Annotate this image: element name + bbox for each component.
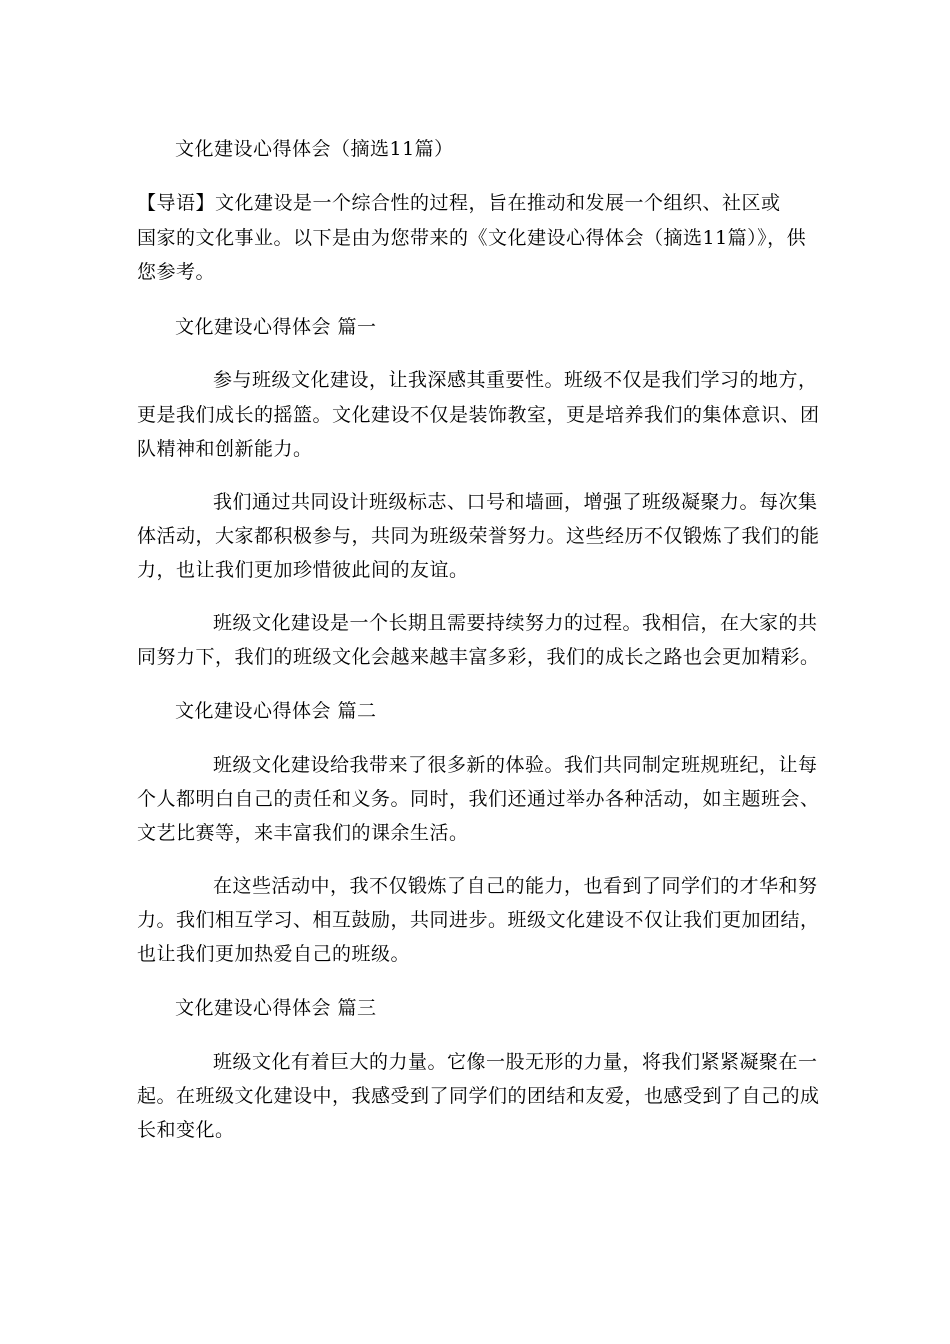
paragraph-line: 体活动，大家都积极参与，共同为班级荣誉努力。这些经历不仅锻炼了我们的能 [137,525,820,547]
paragraph-line: 班级文化建设给我带来了很多新的体验。我们共同制定班规班纪，让每 [213,754,818,776]
intro-line: 国家的文化事业。以下是由为您带来的《文化建设心得体会（摘选11篇）》，供 [137,227,807,249]
paragraph-line: 班级文化建设是一个长期且需要持续努力的过程。我相信，在大家的共 [213,612,818,634]
paragraph-line: 长和变化。 [137,1119,235,1141]
intro-line: 【导语】文化建设是一个综合性的过程，旨在推动和发展一个组织、社区或 [137,192,781,214]
paragraph-line: 力，也让我们更加珍惜彼此间的友谊。 [137,559,469,581]
paragraph-line: 队精神和创新能力。 [137,438,313,460]
section-heading: 文化建设心得体会 篇二 [175,700,377,722]
intro-line: 您参考。 [137,261,216,283]
paragraph-line: 力。我们相互学习、相互鼓励，共同进步。班级文化建设不仅让我们更加团结， [137,909,820,931]
paragraph-line: 个人都明白自己的责任和义务。同时，我们还通过举办各种活动，如主题班会、 [137,788,820,810]
section-heading: 文化建设心得体会 篇一 [175,316,377,338]
paragraph-line: 也让我们更加热爱自己的班级。 [137,943,411,965]
section-heading: 文化建设心得体会 篇三 [175,997,377,1019]
document-title: 文化建设心得体会（摘选11篇） [175,138,454,160]
paragraph-line: 文艺比赛等，来丰富我们的课余生活。 [137,822,469,844]
paragraph-line: 参与班级文化建设，让我深感其重要性。班级不仅是我们学习的地方， [213,369,818,391]
paragraph-line: 更是我们成长的摇篮。文化建设不仅是装饰教室，更是培养我们的集体意识、团 [137,404,820,426]
paragraph-line: 在这些活动中，我不仅锻炼了自己的能力，也看到了同学们的才华和努 [213,875,818,897]
paragraph-line: 同努力下，我们的班级文化会越来越丰富多彩，我们的成长之路也会更加精彩。 [137,646,820,668]
paragraph-line: 班级文化有着巨大的力量。它像一股无形的力量，将我们紧紧凝聚在一 [213,1051,818,1073]
paragraph-line: 起。在班级文化建设中，我感受到了同学们的团结和友爱，也感受到了自己的成 [137,1085,820,1107]
paragraph-line: 我们通过共同设计班级标志、口号和墙画，增强了班级凝聚力。每次集 [213,491,818,513]
